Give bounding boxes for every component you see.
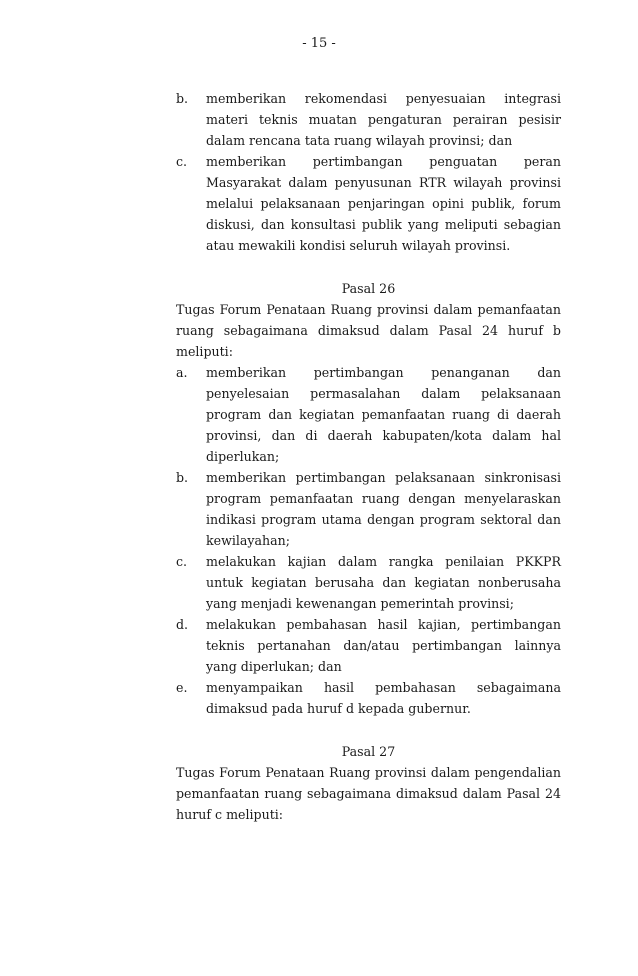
list-item bbox=[176, 362, 561, 467]
list-text: melakukan pembahasan hasil kajian, pertimbangan teknis pertanahan dan/atau pertimbangan lainnya yang diperlukan; dan bbox=[206, 617, 561, 674]
list-marker: d. bbox=[176, 617, 189, 632]
pasal-27-heading: Pasal 27 bbox=[341, 744, 396, 759]
list-text: memberikan rekomendasi penyesuaian integrasi materi teknis muatan pengaturan perairan pesisir dalam rencana tata ruang wilayah provinsi; dan bbox=[206, 91, 561, 148]
list-text: melakukan kajian dalam rangka penilaian PKKPR untuk kegiatan berusaha dan kegiatan nonberusaha yang menjadi kewenangan pemerintah provinsi; bbox=[206, 554, 561, 611]
list-text: memberikan pertimbangan pelaksanaan sinkronisasi program pemanfaatan ruang dengan menyelaraskan indikasi program utama dengan program sektoral dan kewilayahan; bbox=[206, 470, 561, 548]
list-text: menyampaikan hasil pembahasan sebagaimana dimaksud pada huruf d kepada gubernur. bbox=[206, 680, 561, 716]
list-item bbox=[176, 614, 561, 677]
pasal-26-intro: Tugas Forum Penataan Ruang provinsi dalam pemanfaatan ruang sebagaimana dimaksud dalam Pasal 24 huruf b meliputi: bbox=[176, 302, 561, 359]
list-marker: a. bbox=[176, 365, 188, 380]
list-marker: c. bbox=[176, 154, 188, 169]
list-item bbox=[176, 88, 561, 151]
pasal-27-intro: Tugas Forum Penataan Ruang provinsi dalam pengendalian pemanfaatan ruang sebagaimana dimaksud dalam Pasal 24 huruf c meliputi: bbox=[176, 765, 561, 822]
list-item bbox=[176, 467, 561, 551]
pasal-26-heading: Pasal 26 bbox=[341, 281, 396, 296]
page-number: - 15 - bbox=[302, 36, 336, 51]
document-body bbox=[176, 88, 561, 825]
list-item bbox=[176, 677, 561, 719]
list-marker: c. bbox=[176, 554, 188, 569]
list-text: memberikan pertimbangan penanganan dan penyelesaian permasalahan dalam pelaksanaan program dan kegiatan pemanfaatan ruang di daerah provinsi, dan di daerah kabupaten/kota dalam hal diperlukan; bbox=[206, 365, 561, 464]
list-text: memberikan pertimbangan penguatan peran Masyarakat dalam penyusunan RTR wilayah provinsi melalui pelaksanaan penjaringan opini publik, forum diskusi, dan konsultasi publik yang meliputi sebagian atau mewakili kondisi seluruh wilayah provinsi. bbox=[206, 154, 561, 253]
list-marker: e. bbox=[176, 680, 188, 695]
list-marker: b. bbox=[176, 470, 189, 485]
list-item bbox=[176, 151, 561, 256]
list-item bbox=[176, 551, 561, 614]
list-marker: b. bbox=[176, 91, 189, 106]
